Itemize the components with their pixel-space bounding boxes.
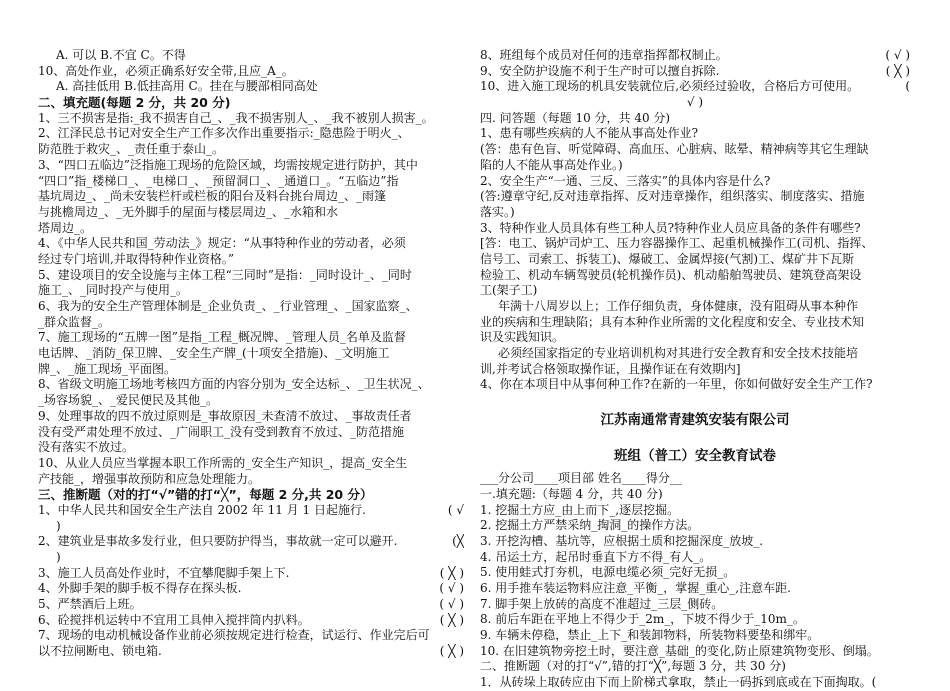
text-line xyxy=(480,268,910,284)
line-text: 训,并考试合格领取操作证，且操作证在有效期内] xyxy=(480,361,741,376)
text-line xyxy=(38,268,464,284)
text-line xyxy=(480,346,910,362)
line-text: 10、从业人员应当掌握本职工作所需的_安全生产知识_，提高_安全生 xyxy=(38,455,408,470)
line-text: 5、严禁酒后上班。 xyxy=(38,597,142,612)
line-text: 4、你在本项目中从事何种工作?在新的一年里，你如何做好安全生产工作? xyxy=(480,377,873,392)
text-line xyxy=(38,283,464,299)
line-text: 8、班组每个成员对任何的违章指挥都权制止。 xyxy=(480,48,728,62)
answer-mark: ( √ ) xyxy=(439,581,464,596)
text-line xyxy=(480,581,910,597)
line-text: A. 可以 B.不宜 C。不得 xyxy=(56,48,186,62)
text-line xyxy=(480,503,910,519)
text-line xyxy=(38,315,464,331)
line-text: 必须经国家指定的专业培训机构对其进行安全教育和安全技术技能培 xyxy=(498,346,859,361)
line-text: 5. 使用蛙式打夯机，电源电缆必须_完好无损_。 xyxy=(480,565,736,580)
line-text: ) xyxy=(56,518,61,533)
text-line xyxy=(38,158,464,174)
text-line xyxy=(38,95,464,111)
text-line xyxy=(480,126,910,142)
line-text: 3. 开挖沟槽、基坑等，应根据土质和挖掘深度_放坡_. xyxy=(480,533,764,548)
text-line xyxy=(480,315,910,331)
line-text: 2、建筑业是事故多发行业，但只要防护得当，事故就一定可以避开. xyxy=(38,534,398,549)
text-line xyxy=(480,362,910,378)
text-line xyxy=(38,205,464,221)
line-text: 陷的人不能从事高处作业。) xyxy=(480,157,623,172)
text-line xyxy=(38,174,464,190)
line-text: 四. 问答题（每题 10 分，共 40 分) xyxy=(480,110,671,125)
line-text: 识及实践知识。 xyxy=(480,330,565,345)
line-text: 6. 用手推车装运物料应注意_平衡_，掌握_重心_,注意车距. xyxy=(480,580,791,595)
line-text: 4、外脚手架的脚手板不得存在探头板. xyxy=(38,581,242,596)
line-text: 塔周边_。 xyxy=(38,220,93,235)
line-text: 业的疾病和生理缺陷；具有本种作业所需的文化程度和安全、专业技术知 xyxy=(480,314,865,329)
line-text: 4. 吊运土方，起吊时垂直下方不得_有人_。 xyxy=(480,549,712,564)
line-text: 工(架子工) xyxy=(480,283,538,298)
right-answers xyxy=(480,48,910,393)
text-line xyxy=(38,48,464,64)
line-text: 1、三不损害是指:_我不损害自己_、_我不损害别人_、_我不被别人损害_。 xyxy=(38,110,434,125)
line-text: 三、推断题（对的打“√”错的打“╳”，每题 2 分,共 20 分） xyxy=(38,487,373,503)
line-text: 基坑周边_、_尚未安装栏杆或栏板的阳台及料台挑台周边_、_雨篷 xyxy=(38,189,387,204)
text-line xyxy=(38,79,464,95)
text-line xyxy=(480,189,910,205)
text-line xyxy=(480,142,910,158)
text-line xyxy=(38,472,464,488)
text-line xyxy=(480,236,910,252)
text-line xyxy=(38,425,464,441)
text-line xyxy=(38,189,464,205)
line-text: 6、我为的安全生产管理体制是_企业负责_、_行业管理_、_国家监察_、 xyxy=(38,299,418,313)
text-line xyxy=(38,221,464,237)
text-line xyxy=(38,628,464,644)
text-line xyxy=(480,487,910,503)
company-name: 江苏南通常青建筑安装有限公司 xyxy=(600,412,790,429)
line-text: 7、施工现场的“五牌一图”是指_工程_概况牌、_管理人员_名单及监督 xyxy=(38,330,406,345)
answer-mark: ( √ ) xyxy=(439,597,464,612)
line-text: 1. 挖掘土方应_由上而下_,逐层挖掘。 xyxy=(480,502,680,517)
text-line xyxy=(480,597,910,613)
text-line xyxy=(38,566,464,582)
line-text: 8. 前后车距在平地上不得少于_2m_，下坡不得少于_10m_。 xyxy=(480,612,805,627)
text-line xyxy=(480,330,910,346)
text-line xyxy=(480,612,910,628)
line-text: 3、“四口五临边”泛指施工现场的危险区域，均需按规定进行防护，其中 xyxy=(38,157,418,172)
line-text: 8、省级文明施工场地考核四方面的内容分别为_安全达标_、_卫生状况_、 xyxy=(38,377,430,392)
line-text: ___分公司____项目部 姓名____得分__ xyxy=(480,471,682,486)
text-line xyxy=(480,221,910,237)
text-line xyxy=(480,174,910,190)
line-text: ) xyxy=(56,550,61,564)
line-text: 与挑檐周边_、_无外脚手的屋面与楼层周边_、_水箱和水 xyxy=(38,204,339,219)
text-line xyxy=(480,550,910,566)
text-line xyxy=(38,597,464,613)
answer-mark: ( xyxy=(905,79,910,94)
text-line xyxy=(38,613,464,629)
line-text: 10. 在旧建筑物旁挖土时，要注意_基础_的变化,防止原建筑物变形、倒塌。 xyxy=(480,643,879,658)
text-line xyxy=(38,362,464,378)
line-text: 2、江泽民总书记对安全生产工作多次作出重要指示:_隐患险于明火_、 xyxy=(38,126,410,141)
line-text: 一.填充题:（每题 4 分，共 40 分) xyxy=(480,486,663,501)
exam-questions xyxy=(480,471,910,691)
line-text: 4、《中华人民共和国_劳动法_》规定：“从事特种作业的劳动者，必须 xyxy=(38,236,406,251)
line-text: 牌_、_施工现场_平面图。 xyxy=(38,361,177,376)
text-line xyxy=(480,79,910,95)
text-line xyxy=(480,628,910,644)
text-line xyxy=(38,534,464,550)
line-text: 年满十八周岁以上；工作仔细负责，身体健康，没有阻碍从事本种作 xyxy=(498,299,859,313)
line-text: 没有受严肃处理不放过、_广闹职工_没有受到教育不放过、_防范措施 xyxy=(38,424,405,439)
line-text: 防范胜于救灾_、_责任重于泰山_。 xyxy=(38,142,225,157)
text-line xyxy=(480,659,910,675)
text-line xyxy=(480,252,910,268)
line-text: 二、填充题(每题 2 分，共 20 分) xyxy=(38,95,231,111)
left-column xyxy=(38,48,464,660)
line-text: 产技能_，增强事故预防和应急处理能力。 xyxy=(38,471,261,486)
text-line xyxy=(38,581,464,597)
text-line xyxy=(480,48,910,64)
text-line xyxy=(480,111,910,127)
text-line xyxy=(480,471,910,487)
line-text: 1、中华人民共和国安全生产法自 2002 年 11 月 1 日起施行. xyxy=(38,502,366,517)
text-line xyxy=(480,299,910,315)
line-text: 6、砼搅拌机运转中不宜用工具伸入搅拌筒内扒料。 xyxy=(38,612,310,627)
answer-mark: ( ╳ ) xyxy=(885,63,910,78)
line-text: 2、安全生产“一通、三反、三落实”的具体内容是什么? xyxy=(480,173,771,188)
text-line xyxy=(38,142,464,158)
text-line xyxy=(480,675,910,691)
text-line xyxy=(38,111,464,127)
text-line xyxy=(38,64,464,80)
text-line xyxy=(38,236,464,252)
text-line xyxy=(480,95,910,111)
text-line xyxy=(38,330,464,346)
line-text: 9. 车辆未停稳，禁止_上下_和装卸物料，所装物料要垫和绑牢。 xyxy=(480,628,820,642)
line-text: 3、特种作业人员具体有些工种人员?特种作业人员应具备的条件有哪些? xyxy=(480,220,861,235)
text-line xyxy=(480,644,910,660)
line-text: 施工_、_同时投产与使用_。 xyxy=(38,283,189,298)
text-line xyxy=(38,346,464,362)
line-text: 7. 脚手架上放砖的高度不准超过_三层_侧砖。 xyxy=(480,596,724,611)
line-text: 10、进入施工现场的机具安装就位后,必须经过验收，合格后方可使用。 xyxy=(480,79,860,94)
text-line xyxy=(480,377,910,393)
answer-mark: (╳ xyxy=(452,534,464,549)
text-line xyxy=(480,565,910,581)
line-text: 3、施工人员高处作业时，不宜攀爬脚手架上下. xyxy=(38,565,290,580)
line-text: 2. 挖掘土方严禁采纳_掏洞_的操作方法。 xyxy=(480,518,700,533)
line-text: 电话牌、_消防_保卫牌、_安全生产牌_(十项安全措施)、_文明施工 xyxy=(38,346,390,361)
line-text: (答：患有色盲、听觉障碍、高血压、心脏病、眩晕、精神病等其它生理缺 xyxy=(480,142,869,157)
line-text: _群众监督_。 xyxy=(38,314,111,329)
text-line xyxy=(38,393,464,409)
text-line xyxy=(480,534,910,550)
text-line xyxy=(480,518,910,534)
text-line xyxy=(38,550,464,566)
line-text: 信号工、司索工、拆装工)、爆破工、金属焊接(气割)工、煤矿井下瓦斯 xyxy=(480,251,855,266)
right-column xyxy=(480,48,910,691)
text-line xyxy=(38,299,464,315)
text-line xyxy=(38,487,464,503)
text-line xyxy=(38,252,464,268)
line-text: 落实。) xyxy=(480,204,515,219)
line-text: 二、推断题（对的打“√”,错的打“╳”,每题 3 分，共 30 分) xyxy=(480,659,786,674)
text-line xyxy=(480,64,910,80)
text-line xyxy=(38,503,464,519)
text-line xyxy=(38,456,464,472)
text-line xyxy=(38,126,464,142)
line-text: 以不拉闸断电、锁电箱. xyxy=(38,644,162,659)
text-line xyxy=(480,205,910,221)
line-text: “四口”指_楼梯口_、_电梯口_、_预留洞口_、_通道口_。“五临边”指 xyxy=(38,173,399,188)
text-line xyxy=(38,440,464,456)
text-line xyxy=(480,283,910,299)
text-line xyxy=(480,158,910,174)
line-text: 检验工、机动车辆驾驶员(轮机操作员)、机动船舶驾驶员、建筑登高架设 xyxy=(480,267,862,282)
line-text: 1．从砖垛上取砖应由下而上阶梯式拿取，禁止一码拆到底或在下面掏取。( xyxy=(480,675,877,690)
line-text: 经过专门培训,并取得特种作业资格。” xyxy=(38,251,234,266)
line-text: 没有落实不放过。 xyxy=(38,440,135,455)
line-text: 10、高处作业，必须正确系好安全带,且应_A_。 xyxy=(38,63,294,78)
exam-title: 班组（普工）安全教育试卷 xyxy=(614,448,776,465)
text-line xyxy=(38,377,464,393)
answer-mark: ( ╳ ) xyxy=(439,644,464,659)
answer-mark: ( √ ) xyxy=(885,48,910,62)
line-text: 5、建设项目的安全设施与主体工程“三同时”是指：_同时设计_、_同时 xyxy=(38,267,412,282)
text-line xyxy=(38,644,464,660)
answer-mark: ( ╳ ) xyxy=(439,565,464,580)
line-text: 7、现场的电动机械设备作业前必须按规定进行检查，试运行、作业完后可 xyxy=(38,628,430,643)
line-text: 9、安全防护设施不利于生产时可以擅自拆除. xyxy=(480,63,720,78)
line-text: √ ) xyxy=(686,95,704,110)
line-text: [答：电工、锅炉司炉工、压力容器操作工、起重机械操作工(司机、指挥、 xyxy=(480,236,874,251)
line-text: 9、处理事故的四不放过原则是_事故原因_未查清不放过、_事故责任者 xyxy=(38,408,412,423)
line-text: (答:遵章守纪,反对违章指挥、反对违章操作，组织落实、制度落实、措施 xyxy=(480,189,865,204)
answer-mark: ( ╳ ) xyxy=(439,612,464,627)
line-text: _场容场貌_、_爱民便民及其他_。 xyxy=(38,393,219,408)
text-line xyxy=(38,409,464,425)
text-line xyxy=(38,519,464,535)
answer-mark: ( √ xyxy=(447,502,464,517)
line-text: 1、患有哪些疾病的人不能从事高处作业? xyxy=(480,126,699,141)
line-text: A. 高挂低用 B.低挂高用 C。挂在与腰部相同高处 xyxy=(56,79,318,94)
